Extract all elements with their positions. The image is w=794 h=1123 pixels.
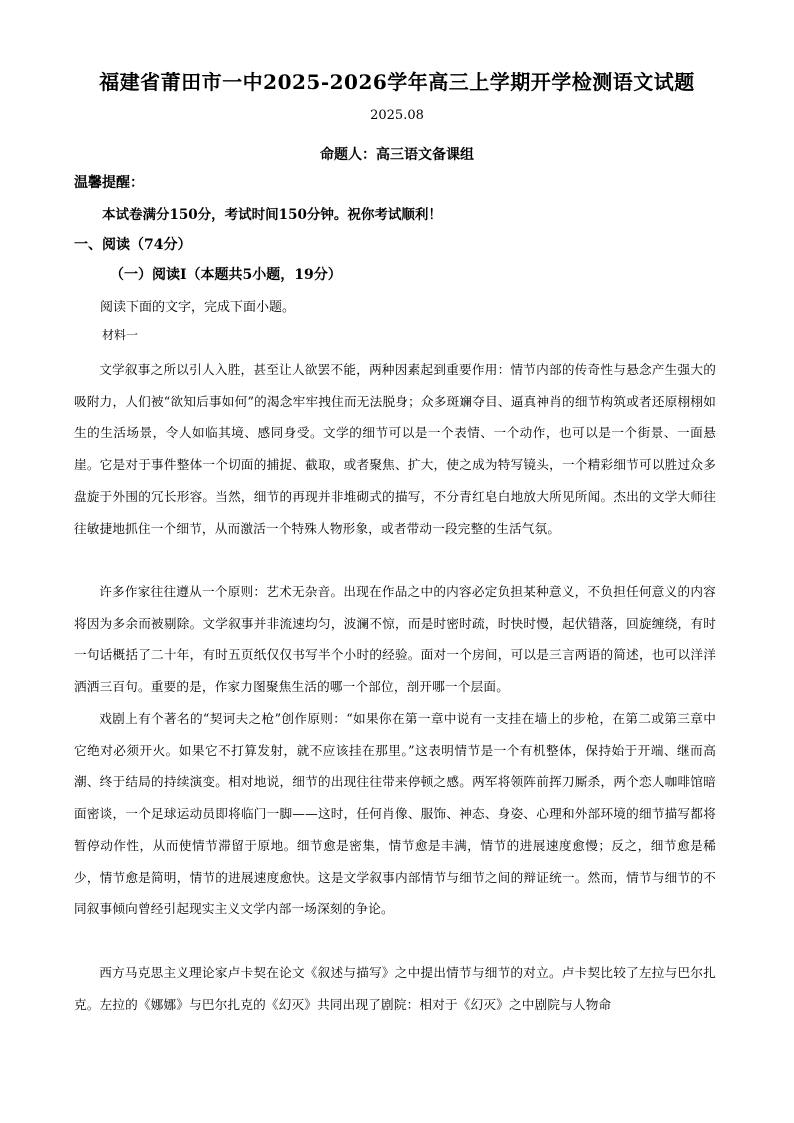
paragraph-1: 文学叙事之所以引人入胜，甚至让人欲罢不能，两种因素起到重要作用：情节内部的传奇性与悬念产生强大的吸附力，人们被“欲知后事如何”的渴念牢牢拽住而无法脱身；众多斑斓夺目、逼真神肖的细节构筑或者还原栩栩如生的生活场景，令人如临其境、感同身受。文学的细节可以是一个表情、一个动作，也可以是一个街景、一面悬崖。它是对于事件整体一个切面的捕捉、截取，或者聚焦、扩大，使之成为特写镜头，一个精彩细节可以胜过众多盘旋于外围的冗长形容。当然，细节的再现并非堆砌式的描写，不分青红皂白地放大所见所闻。杰出的文学大师往往敏捷地抓住一个细节，从而激活一个特殊人物形象，或者带动一段完整的生活气氛。 xyxy=(74,362,716,536)
exam-date: 2025.08 xyxy=(370,108,424,123)
paragraph-3: 戏剧上有个著名的“契诃夫之枪”创作原则：“如果你在第一章中说有一支挂在墙上的步枪，在第二或第三章中它绝对必须开火。如果它不打算发射，就不应该挂在那里。”这表明情节是一个有机整体，保持始于开端、继而高潮、终于结局的持续演变。相对地说，细节的出现往往带来停顿之感。两军将领阵前挥刀厮杀，两个恋人咖啡馆暗面密谈，一个足球运动员即将临门一脚——这时，任何肖像、服饰、神态、身姿、心理和外部环境的细节描写都将暂停动作性，从而使情节滞留于原地。细节愈是密集，情节愈是丰满，情节的进展速度愈慢；反之，细节愈是稀少，情节愈是简明，情节的进展速度愈快。这是文学叙事内部情节与细节之间的辩证统一。然而，情节与细节的不同叙事倾向曾经引起现实主义文学内部一场深刻的争论。 xyxy=(74,711,716,917)
section-subtitle: （一）阅读Ⅰ（本题共5小题，19分） xyxy=(110,267,342,283)
exam-author: 命题人：高三语文备课组 xyxy=(320,147,474,163)
section-title: 一、阅读（74分） xyxy=(74,237,192,253)
page-title: 福建省莆田市一中2025-2026学年高三上学期开学检测语文试题 xyxy=(99,70,695,94)
notice-text: 本试卷满分150分，考试时间150分钟。祝你考试顺利！ xyxy=(102,207,442,223)
material-label: 材料一 xyxy=(102,328,139,342)
reading-instruction: 阅读下面的文字，完成下面小题。 xyxy=(100,300,296,315)
paragraph-2: 许多作家往往遵从一个原则：艺术无杂音。出现在作品之中的内容必定负担某种意义，不负担任何意义的内容将因为多余而被剔除。文学叙事并非流速均匀，波澜不惊，而是时密时疏，时快时慢，起伏错落，回旋缠绕，有时一句话概括了二十年，有时五页纸仅仅书写半个小时的经验。面对一个房间，可以是三言两语的简述，也可以洋洋洒洒三百句。重要的是，作家力图聚焦生活的哪一个部位，剖开哪一个层面。 xyxy=(74,584,716,695)
notice-heading: 温馨提醒： xyxy=(74,175,144,191)
paragraph-4: 西方马克思主义理论家卢卡契在论文《叙述与描写》之中提出情节与细节的对立。卢卡契比较了左拉与巴尔扎克。左拉的《娜娜》与巴尔扎克的《幻灭》共同出现了剧院：相对于《幻灭》之中剧院与人物命 xyxy=(74,965,716,1012)
